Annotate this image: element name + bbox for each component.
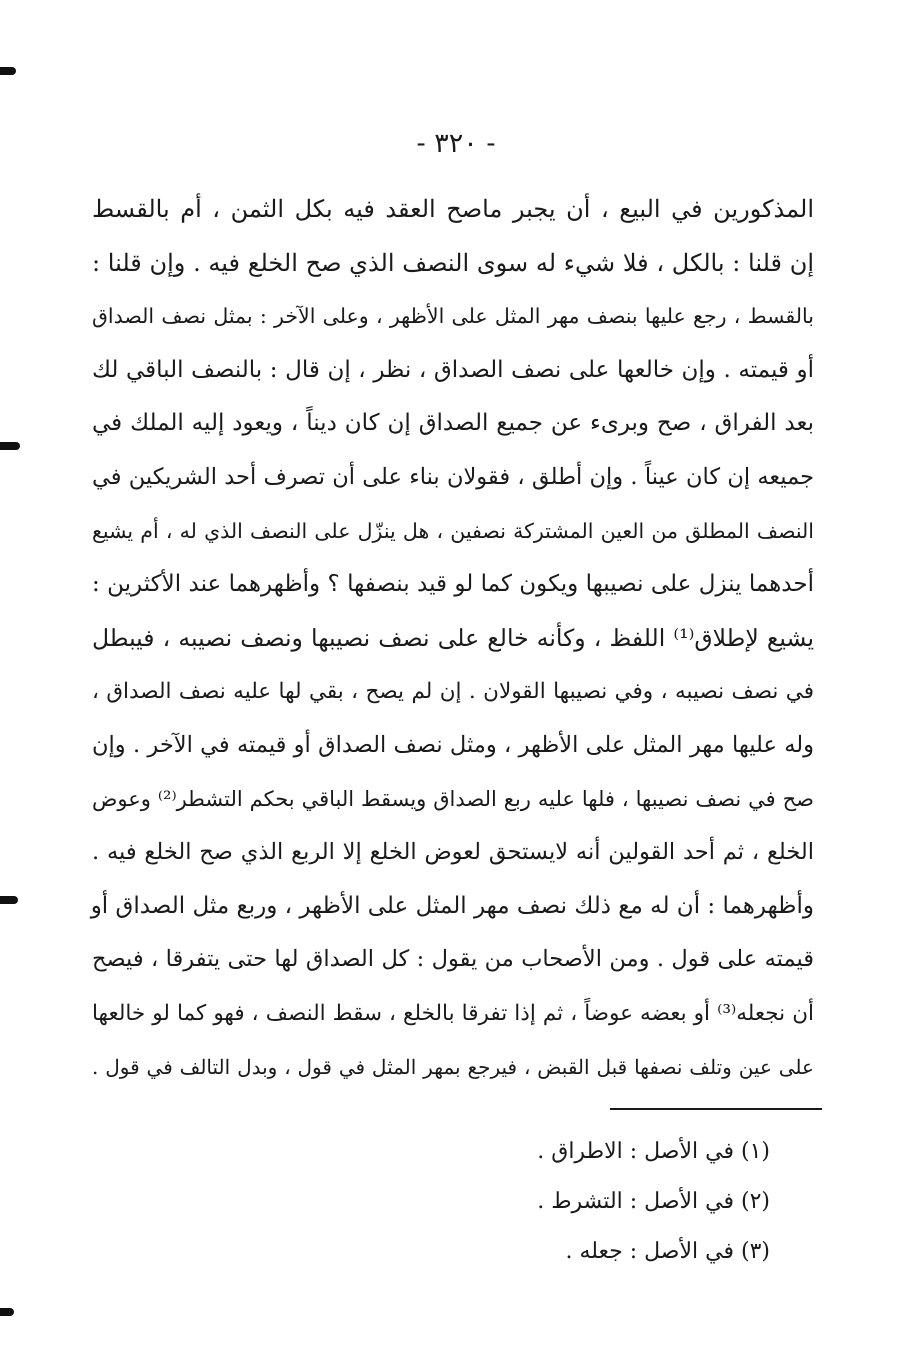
text-line: صح في نصف نصيبها ، فلها عليه ربع الصداق ويسقط الباقي بحكم التشطر⁽²⁾ وعوض [92, 786, 814, 811]
text-line: النصف المطلق من العين المشتركة نصفين ، هل ينزّل على النصف الذي له ، أم يشيع [92, 518, 814, 543]
text-line: جميعه إن كان عيناً . وإن أطلق ، فقولان بناء على أن تصرف أحد الشريكين في [92, 463, 814, 490]
text-line: وأظهرهما : أن له مع ذلك نصف مهر المثل على الأظهر ، وربع مثل الصداق أو [90, 892, 814, 919]
text-line: قيمته على قول . ومن الأصحاب من يقول : كل الصداق لها حتى يتفرقا ، فيصح [92, 946, 814, 973]
text-line: إن قلنا : بالكل ، فلا شيء له سوى النصف الذي صح الخلع فيه . وإن قلنا : [92, 248, 814, 277]
scan-edge-mark [0, 442, 20, 450]
text-line: المذكورين في البيع ، أن يجبر ماصح العقد فيه بكل الثمن ، أم بالقسط [92, 195, 814, 223]
scan-edge-mark [0, 1308, 14, 1316]
main-text [92, 183, 814, 1094]
text-line: الخلع ، ثم أحد القولين أنه لايستحق لعوض الخلع إلا الربع الذي صح الخلع فيه . [92, 839, 814, 866]
text-line: وله عليها مهر المثل على الأظهر ، ومثل نصف الصداق أو قيمته في الآخر . وإن [92, 731, 814, 758]
footnotes [537, 1130, 770, 1280]
footnote-item: (١) في الأصل : الاطراق . [537, 1139, 770, 1164]
scan-edge-mark [0, 67, 16, 75]
text-line: أو قيمته . وإن خالعها على نصف الصداق ، نظر ، إن قال : بالنصف الباقي لك [92, 356, 814, 383]
text-line: بالقسط ، رجع عليها بنصف مهر المثل على الأظهر ، وعلى الآخر : بمثل نصف الصداق [92, 304, 814, 329]
text-line: على عين وتلف نصفها قبل القبض ، فيرجع بمهر المثل في قول ، وبدل التالف في قول . [92, 1054, 814, 1079]
text-line: بعد الفراق ، صح وبرىء عن جميع الصداق إن كان ديناً ، ويعود إليه الملك في [92, 410, 814, 437]
footnote-separator [610, 1108, 822, 1110]
text-line: يشيع لإطلاق⁽¹⁾ اللفظ ، وكأنه خالع على نصف نصيبها ونصف نصيبه ، فيبطل [92, 623, 814, 652]
page-number: - ٣٢٠ - [416, 128, 496, 159]
text-line: أحدهما ينزل على نصيبها ويكون كما لو قيد بنصفها ؟ وأظهرهما عند الأكثرين : [92, 571, 814, 598]
footnote-item: (٢) في الأصل : التشرط . [537, 1189, 770, 1214]
footnote-item: (٣) في الأصل : جعله . [565, 1239, 770, 1264]
text-line: أن نجعله⁽³⁾ أو بعضه عوضاً ، ثم إذا تفرقا بالخلع ، سقط النصف ، فهو كما لو خالعها [92, 1000, 814, 1026]
text-line: في نصف نصيبه ، وفي نصيبها القولان . إن لم يصح ، بقي لها عليه نصف الصداق ، [92, 679, 814, 705]
scan-edge-mark [0, 896, 18, 904]
